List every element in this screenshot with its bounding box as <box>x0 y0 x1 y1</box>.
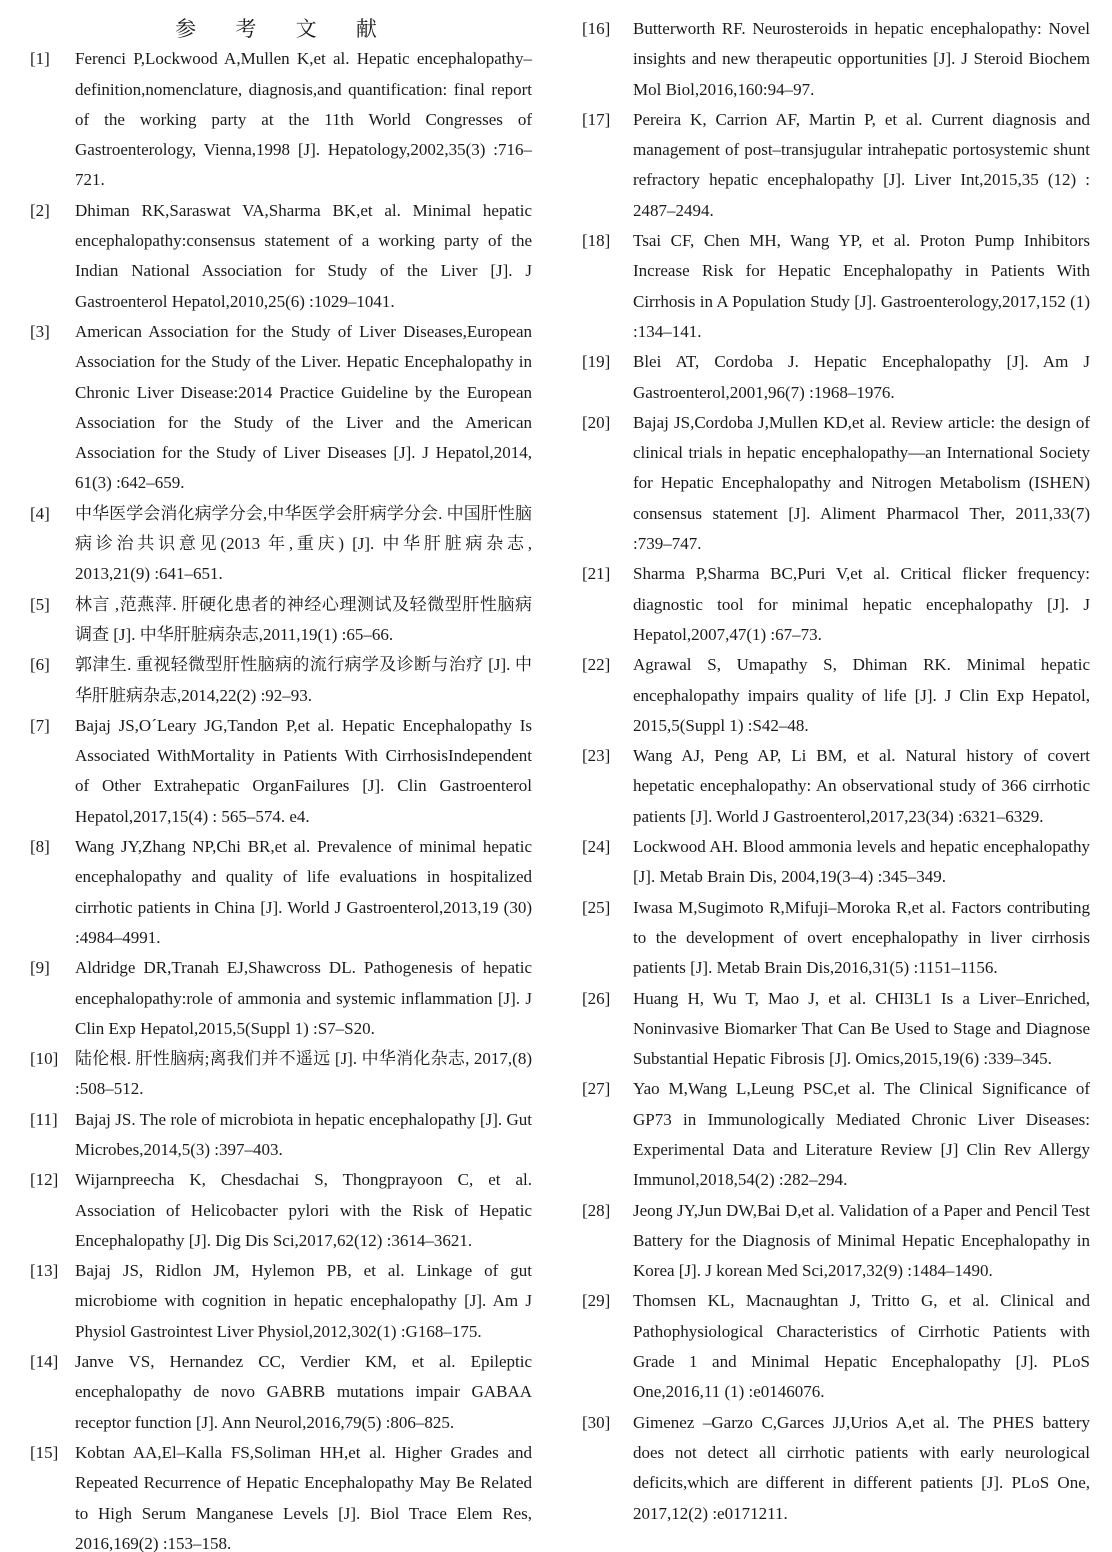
reference-item <box>30 650 532 711</box>
reference-item <box>582 559 1090 650</box>
reference-item <box>582 1196 1090 1287</box>
reference-number: [27] <box>582 1079 611 1099</box>
reference-text: American Association for the Study of Liver Diseases,European Association for the Study of the Liver. Hepatic Encephalopathy in Chronic Liver Disease:2014 Practice Guideline by the European Association for the Study of the Liver and the American Association for the Study of Liver Diseases [J]. J Hepatol,2014, 61(3) :642–659. <box>75 321 532 493</box>
reference-number: [18] <box>582 231 611 251</box>
reference-number: [22] <box>582 655 611 675</box>
reference-number: [3] <box>30 321 50 341</box>
reference-text: Bajaj JS, Ridlon JM, Hylemon PB, et al. Linkage of gut microbiome with cognition in hepatic encephalopathy [J]. Am J Physiol Gastrointest Liver Physiol,2012,302(1) :G168–175. <box>75 1261 532 1341</box>
reference-number: [25] <box>582 897 611 917</box>
reference-text: 陆伦根. 肝性脑病;离我们并不遥远 [J]. 中华消化杂志, 2017,(8) :508–512. <box>75 1049 532 1099</box>
reference-text: Blei AT, Cordoba J. Hepatic Encephalopathy [J]. Am J Gastroenterol,2001,96(7) :1968–1976. <box>633 352 1090 402</box>
reference-text: Yao M,Wang L,Leung PSC,et al. The Clinical Significance of GP73 in Immunologically Mediated Chronic Liver Diseases: Experimental Data and Literature Review [J] Clin Rev Allergy Immunol,2018,54(2) :282–294. <box>633 1079 1090 1190</box>
reference-list-left <box>30 44 532 1552</box>
reference-number: [8] <box>30 837 50 857</box>
reference-text: Pereira K, Carrion AF, Martin P, et al. Current diagnosis and management of post–transjugular intrahepatic portosystemic shunt refractory hepatic encephalopathy [J]. Liver Int,2015,35 (12) : 2487–2494. <box>633 109 1090 220</box>
reference-item <box>30 44 532 195</box>
reference-item <box>30 1347 532 1438</box>
reference-number: [12] <box>30 1170 59 1190</box>
reference-text: Agrawal S, Umapathy S, Dhiman RK. Minimal hepatic encephalopathy impairs quality of life [J]. J Clin Exp Hepatol, 2015,5(Suppl 1) :S42–48. <box>633 655 1090 735</box>
reference-item <box>582 347 1090 408</box>
reference-number: [6] <box>30 655 50 675</box>
reference-text: Butterworth RF. Neurosteroids in hepatic encephalopathy: Novel insights and new therapeutic opportunities [J]. J Steroid Biochem Mol Biol,2016,160:94–97. <box>633 19 1090 99</box>
reference-list-right <box>582 14 1090 1529</box>
reference-number: [9] <box>30 958 50 978</box>
reference-text: 郭津生. 重视轻微型肝性脑病的流行病学及诊断与治疗 [J]. 中华肝脏病杂志,2014,22(2) :92–93. <box>75 655 532 705</box>
reference-text: Bajaj JS,Cordoba J,Mullen KD,et al. Review article: the design of clinical trials in hepatic encephalopathy—an International Society for Hepatic Encephalopathy and Nitrogen Metabolism (ISHEN) consensus statement [J]. Aliment Pharmacol Ther, 2011,33(7) :739–747. <box>633 412 1090 554</box>
reference-number: [7] <box>30 715 50 735</box>
reference-item <box>30 196 532 317</box>
reference-text: Wijarnpreecha K, Chesdachai S, Thongprayoon C, et al. Association of Helicobacter pylori with the Risk of Hepatic Encephalopathy [J]. Dig Dis Sci,2017,62(12) :3614–3621. <box>75 1170 532 1250</box>
reference-text: Bajaj JS. The role of microbiota in hepatic encephalopathy [J]. Gut Microbes,2014,5(3) :397–403. <box>75 1109 532 1159</box>
reference-number: [15] <box>30 1442 59 1462</box>
references-title: 参 考 文 献 <box>175 17 387 41</box>
reference-text: Bajaj JS,O´Leary JG,Tandon P,et al. Hepatic Encephalopathy Is Associated WithMortality in Patients With CirrhosisIndependent of Other Extrahepatic OrganFailures [J]. Clin Gastroenterol Hepatol,2017,15(4) : 565–574. e4. <box>75 715 532 826</box>
reference-text: Iwasa M,Sugimoto R,Mifuji–Moroka R,et al. Factors contributing to the development of overt encephalopathy in liver cirrhosis patients [J]. Metab Brain Dis,2016,31(5) :1151–1156. <box>633 897 1090 978</box>
reference-item <box>30 1105 532 1166</box>
reference-item <box>582 226 1090 347</box>
reference-text: Kobtan AA,El–Kalla FS,Soliman HH,et al. Higher Grades and Repeated Recurrence of Hepatic Encephalopathy May Be Related to High Serum Manganese Levels [J]. Biol Trace Elem Res, 2016,169(2) :153–158. <box>75 1442 532 1552</box>
reference-item <box>30 317 532 499</box>
reference-item <box>582 832 1090 893</box>
reference-number: [17] <box>582 109 611 129</box>
reference-number: [30] <box>582 1412 611 1432</box>
reference-item <box>30 1438 532 1552</box>
reference-item <box>30 1044 532 1105</box>
reference-item <box>30 711 532 832</box>
reference-number: [14] <box>30 1352 59 1372</box>
reference-item <box>582 1074 1090 1195</box>
reference-number: [23] <box>582 746 611 766</box>
reference-item <box>30 1165 532 1256</box>
reference-item <box>582 650 1090 741</box>
reference-text: Sharma P,Sharma BC,Puri V,et al. Critical flicker frequency: diagnostic tool for minimal hepatic encephalopathy [J]. J Hepatol,2007,47(1) :67–73. <box>633 564 1090 644</box>
references-column-right <box>582 14 1090 1529</box>
reference-text: 林言 ,范燕萍. 肝硬化患者的神经心理测试及轻微型肝性脑病调查 [J]. 中华肝脏病杂志,2011,19(1) :65–66. <box>75 594 532 644</box>
reference-number: [11] <box>30 1109 58 1129</box>
reference-item <box>582 14 1090 105</box>
reference-item <box>30 590 532 651</box>
reference-text: Gimenez –Garzo C,Garces JJ,Urios A,et al. The PHES battery does not detect all cirrhotic patients with early neurological deficits,which are different in different patients [J]. PLoS One, 2017,12(2) :e0171211. <box>633 1412 1090 1523</box>
reference-item <box>582 893 1090 984</box>
reference-item <box>582 984 1090 1075</box>
reference-number: [29] <box>582 1291 611 1311</box>
reference-text: Aldridge DR,Tranah EJ,Shawcross DL. Pathogenesis of hepatic encephalopathy:role of ammonia and systemic inflammation [J]. J Clin Exp Hepatol,2015,5(Suppl 1) :S7–S20. <box>75 958 532 1038</box>
reference-number: [4] <box>30 503 50 523</box>
reference-number: [21] <box>582 564 611 584</box>
reference-text: Wang JY,Zhang NP,Chi BR,et al. Prevalence of minimal hepatic encephalopathy and quality of life evaluations in hospitalized cirrhotic patients in China [J]. World J Gastroenterol,2013,19 (30) :4984–4991. <box>75 837 532 947</box>
reference-item <box>582 1408 1090 1529</box>
reference-text: Janve VS, Hernandez CC, Verdier KM, et al. Epileptic encephalopathy de novo GABRB mutations impair GABAA receptor function [J]. Ann Neurol,2016,79(5) :806–825. <box>75 1352 532 1432</box>
reference-text: Lockwood AH. Blood ammonia levels and hepatic encephalopathy [J]. Metab Brain Dis, 2004,19(3–4) :345–349. <box>633 837 1090 887</box>
reference-number: [16] <box>582 19 611 38</box>
reference-number: [26] <box>582 988 611 1008</box>
reference-text: Tsai CF, Chen MH, Wang YP, et al. Proton Pump Inhibitors Increase Risk for Hepatic Encephalopathy in Patients With Cirrhosis in A Population Study [J]. Gastroenterology,2017,152 (1) :134–141. <box>633 231 1090 341</box>
reference-number: [2] <box>30 200 50 220</box>
reference-item <box>582 741 1090 832</box>
reference-item <box>582 1286 1090 1407</box>
reference-item <box>30 1256 532 1347</box>
reference-number: [19] <box>582 352 611 372</box>
reference-number: [13] <box>30 1261 59 1281</box>
reference-item <box>582 408 1090 559</box>
reference-number: [28] <box>582 1200 611 1220</box>
reference-text: Wang AJ, Peng AP, Li BM, et al. Natural history of covert hepetatic encephalopathy: An observational study of 366 cirrhotic patients [J]. World J Gastroenterol,2017,23(34) :6321–6329. <box>633 746 1090 826</box>
reference-number: [24] <box>582 837 611 857</box>
reference-number: [20] <box>582 412 611 432</box>
reference-text: 中华医学会消化病学分会,中华医学会肝病学分会. 中国肝性脑病诊治共识意见(2013 年,重庆) [J]. 中华肝脏病杂志, 2013,21(9) :641–651. <box>75 503 532 584</box>
reference-number: [5] <box>30 594 50 614</box>
reference-item <box>30 953 532 1044</box>
reference-text: Jeong JY,Jun DW,Bai D,et al. Validation of a Paper and Pencil Test Battery for the Diagnosis of Minimal Hepatic Encephalopathy in Korea [J]. J korean Med Sci,2017,32(9) :1484–1490. <box>633 1200 1090 1281</box>
reference-number: [10] <box>30 1049 59 1069</box>
reference-text: Huang H, Wu T, Mao J, et al. CHI3L1 Is a Liver–Enriched, Noninvasive Biomarker That Can Be Used to Stage and Diagnose Substantial Hepatic Fibrosis [J]. Omics,2015,19(6) :339–345. <box>633 988 1090 1069</box>
reference-text: Ferenci P,Lockwood A,Mullen K,et al. Hepatic encephalopathy–definition,nomenclature, diagnosis,and quantification: final report of the working party at the 11th World Congresses of Gastroenterology, Vienna,1998 [J]. Hepatology,2002,35(3) :716–721. <box>75 49 532 190</box>
reference-item <box>30 499 532 590</box>
references-column-left <box>30 14 532 1552</box>
reference-item <box>30 832 532 953</box>
reference-text: Thomsen KL, Macnaughtan J, Tritto G, et al. Clinical and Pathophysiological Characteristics of Cirrhotic Patients with Grade 1 and Minimal Hepatic Encephalopathy [J]. PLoS One,2016,11 (1) :e0146076. <box>633 1291 1090 1402</box>
reference-item <box>582 105 1090 226</box>
reference-text: Dhiman RK,Saraswat VA,Sharma BK,et al. Minimal hepatic encephalopathy:consensus statement of a working party of the Indian National Association for Study of the Liver [J]. J Gastroenterol Hepatol,2010,25(6) :1029–1041. <box>75 200 532 311</box>
reference-number: [1] <box>30 49 50 69</box>
